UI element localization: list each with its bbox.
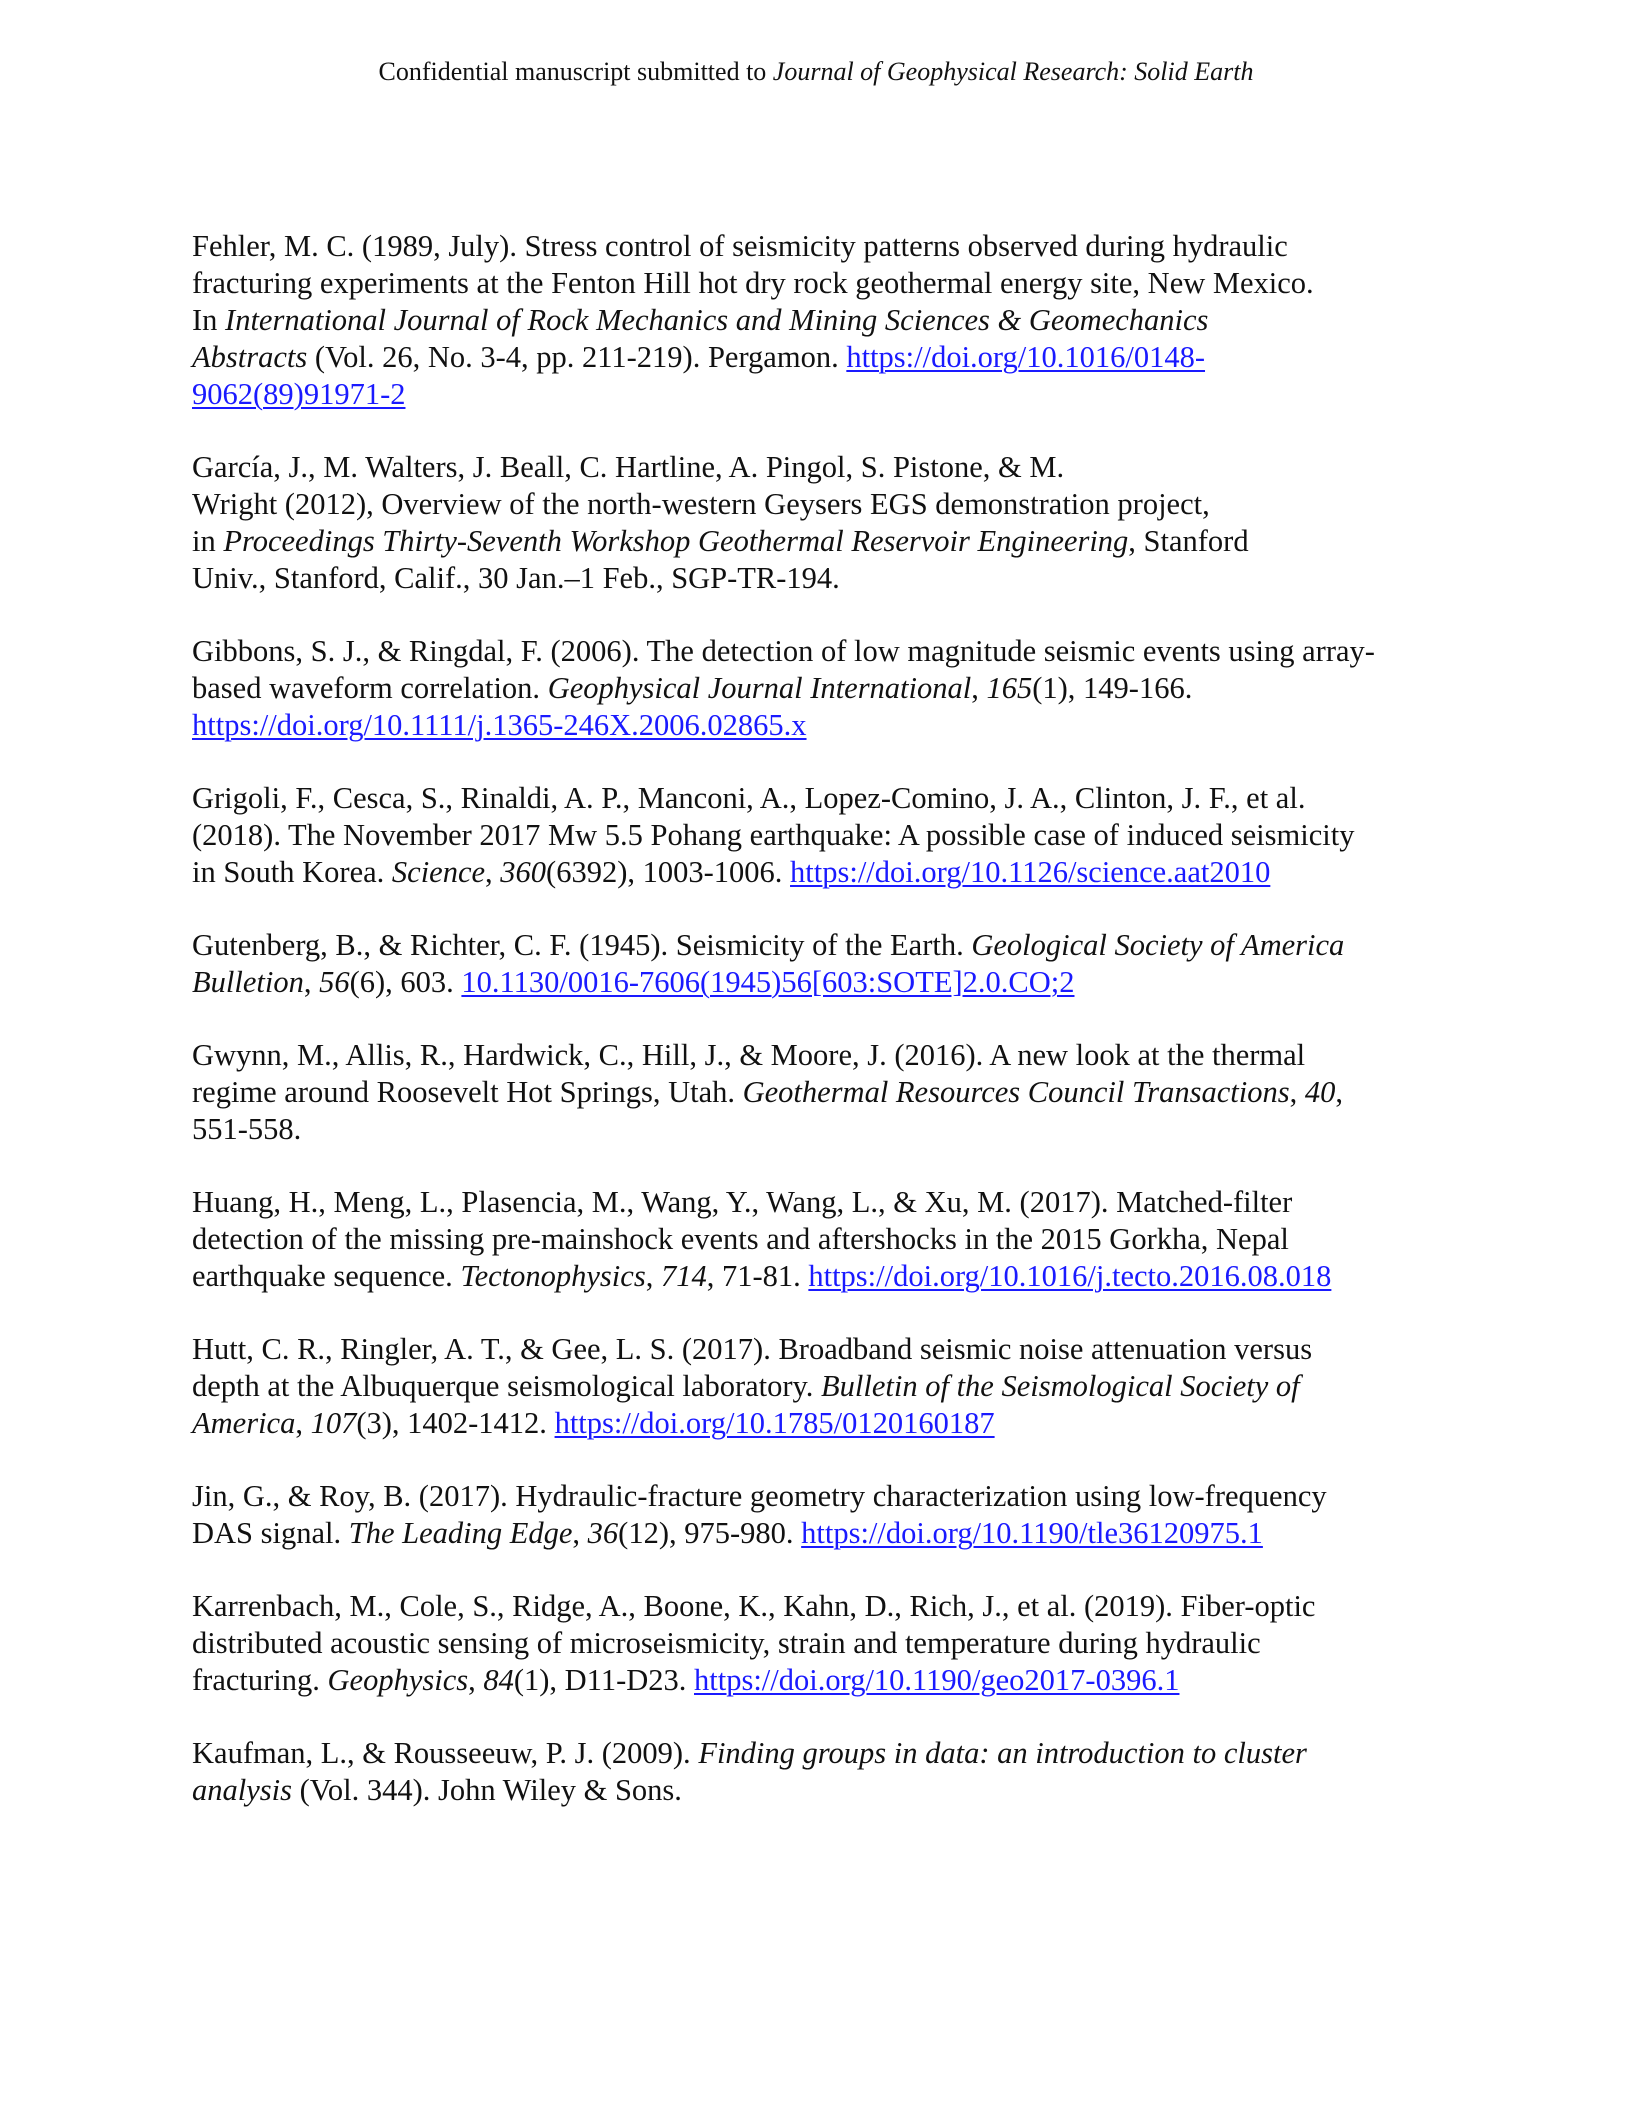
- doi-link[interactable]: https://doi.org/10.1126/science.aat2010: [790, 855, 1271, 889]
- reference-text: Kaufman, L., & Rousseeuw, P. J. (2009).: [192, 1736, 699, 1770]
- reference-entry: [192, 1037, 1452, 1148]
- reference-line: [192, 1662, 1452, 1699]
- reference-italic-text: Proceedings Thirty-Seventh Workshop Geothermal Reservoir Engineering: [223, 524, 1129, 558]
- reference-text: Hutt, C. R., Ringler, A. T., & Gee, L. S. (2017). Broadband seismic noise attenuation versus: [192, 1332, 1313, 1366]
- reference-text: ,: [1335, 1075, 1343, 1109]
- reference-text: ,: [645, 1259, 661, 1293]
- reference-text: Univ., Stanford, Calif., 30 Jan.–1 Feb., SGP-TR-194.: [192, 561, 840, 595]
- doi-link[interactable]: 10.1130/0016-7606(1945)56[603:SOTE]2.0.CO;2: [461, 965, 1075, 999]
- reference-list: [192, 228, 1452, 1845]
- reference-text: (Vol. 26, No. 3-4, pp. 211-219). Pergamon.: [307, 340, 847, 374]
- reference-text: , Stanford: [1128, 524, 1249, 558]
- reference-text: ,: [303, 965, 320, 999]
- reference-text: regime around Roosevelt Hot Springs, Utah.: [192, 1075, 743, 1109]
- reference-italic-text: 165: [986, 671, 1033, 705]
- reference-text: (12), 975-980.: [618, 1516, 802, 1550]
- reference-text: earthquake sequence.: [192, 1259, 461, 1293]
- reference-text: ,: [468, 1663, 484, 1697]
- reference-line: [192, 449, 1452, 486]
- reference-line: [192, 1111, 1452, 1148]
- reference-italic-text: 84: [483, 1663, 514, 1697]
- reference-line: [192, 633, 1452, 670]
- reference-line: [192, 927, 1452, 964]
- reference-text: Gutenberg, B., & Richter, C. F. (1945). Seismicity of the Earth.: [192, 928, 972, 962]
- reference-line: [192, 1258, 1452, 1295]
- reference-text: Huang, H., Meng, L., Plasencia, M., Wang, Y., Wang, L., & Xu, M. (2017). Matched-filter: [192, 1185, 1293, 1219]
- reference-entry: [192, 228, 1452, 413]
- doi-link[interactable]: https://doi.org/10.1190/tle36120975.1: [801, 1516, 1263, 1550]
- reference-line: [192, 1074, 1452, 1111]
- reference-text: Gwynn, M., Allis, R., Hardwick, C., Hill, J., & Moore, J. (2016). A new look at the thermal: [192, 1038, 1306, 1072]
- reference-italic-text: International Journal of Rock Mechanics and Mining Sciences & Geomechanics: [225, 303, 1209, 337]
- reference-text: DAS signal.: [192, 1516, 349, 1550]
- reference-text: in South Korea.: [192, 855, 392, 889]
- reference-text: in: [192, 524, 224, 558]
- reference-line: [192, 1588, 1452, 1625]
- reference-line: [192, 1405, 1452, 1442]
- reference-entry: [192, 449, 1452, 597]
- reference-italic-text: Science: [391, 855, 486, 889]
- reference-italic-text: Bulletion: [192, 965, 304, 999]
- reference-italic-text: 107: [310, 1406, 357, 1440]
- reference-entry: [192, 1184, 1452, 1295]
- doi-link[interactable]: https://doi.org/10.1111/j.1365-246X.2006.02865.x: [192, 708, 807, 742]
- reference-italic-text: 40: [1304, 1075, 1336, 1109]
- reference-text: depth at the Albuquerque seismological laboratory.: [192, 1369, 822, 1403]
- reference-italic-text: Geological Society of America: [971, 928, 1345, 962]
- running-header: [0, 56, 1632, 88]
- reference-text: (Vol. 344). John Wiley & Sons.: [291, 1773, 682, 1807]
- header-prefix: Confidential manuscript submitted to: [378, 57, 773, 86]
- reference-line: [192, 817, 1452, 854]
- reference-text: distributed acoustic sensing of microseismicity, strain and temperature during hydraulic: [192, 1626, 1261, 1660]
- reference-text: , 71-81.: [706, 1259, 809, 1293]
- reference-line: [192, 670, 1452, 707]
- reference-line: [192, 265, 1452, 302]
- reference-line: [192, 1037, 1452, 1074]
- reference-text: based waveform correlation.: [192, 671, 548, 705]
- reference-text: (1), D11-D23.: [513, 1663, 694, 1697]
- reference-entry: [192, 633, 1452, 744]
- reference-text: (1), 149-166.: [1032, 671, 1193, 705]
- reference-text: Jin, G., & Roy, B. (2017). Hydraulic-fracture geometry characterization using low-frequency: [192, 1479, 1327, 1513]
- reference-line: [192, 707, 1452, 744]
- reference-entry: [192, 780, 1452, 891]
- doi-link[interactable]: 9062(89)91971-2: [192, 377, 406, 411]
- reference-line: [192, 1368, 1452, 1405]
- reference-italic-text: The Leading Edge: [348, 1516, 573, 1550]
- reference-line: [192, 302, 1452, 339]
- reference-line: [192, 376, 1452, 413]
- reference-line: [192, 486, 1452, 523]
- reference-entry: [192, 1478, 1452, 1552]
- reference-italic-text: Abstracts: [192, 340, 308, 374]
- reference-line: [192, 1331, 1452, 1368]
- reference-text: Wright (2012), Overview of the north-western Geysers EGS demonstration project,: [192, 487, 1210, 521]
- reference-text: detection of the missing pre-mainshock events and aftershocks in the 2015 Gorkha, Nepal: [192, 1222, 1289, 1256]
- reference-text: ,: [572, 1516, 588, 1550]
- reference-italic-text: Finding groups in data: an introduction to cluster: [698, 1736, 1307, 1770]
- reference-line: [192, 780, 1452, 817]
- reference-line: [192, 228, 1452, 265]
- reference-italic-text: 360: [500, 855, 547, 889]
- reference-text: ,: [1289, 1075, 1305, 1109]
- reference-line: [192, 560, 1452, 597]
- reference-text: (3), 1402-1412.: [356, 1406, 555, 1440]
- doi-link[interactable]: https://doi.org/10.1785/0120160187: [554, 1406, 995, 1440]
- reference-text: (6392), 1003-1006.: [546, 855, 791, 889]
- reference-italic-text: 36: [587, 1516, 619, 1550]
- reference-text: ,: [295, 1406, 311, 1440]
- reference-italic-text: 714: [660, 1259, 707, 1293]
- reference-italic-text: America: [192, 1406, 296, 1440]
- doi-link[interactable]: https://doi.org/10.1190/geo2017-0396.1: [694, 1663, 1180, 1697]
- reference-text: (6), 603.: [349, 965, 462, 999]
- reference-line: [192, 1515, 1452, 1552]
- reference-entry: [192, 1331, 1452, 1442]
- reference-text: fracturing experiments at the Fenton Hill hot dry rock geothermal energy site, New Mexico.: [192, 266, 1314, 300]
- reference-line: [192, 854, 1452, 891]
- reference-text: Grigoli, F., Cesca, S., Rinaldi, A. P., Manconi, A., Lopez-Comino, J. A., Clinton, J. F., et al.: [192, 781, 1306, 815]
- reference-line: [192, 1184, 1452, 1221]
- reference-line: [192, 1735, 1452, 1772]
- reference-italic-text: 56: [319, 965, 350, 999]
- reference-line: [192, 1625, 1452, 1662]
- reference-text: 551-558.: [192, 1112, 302, 1146]
- reference-line: [192, 1478, 1452, 1515]
- reference-italic-text: Geophysics: [327, 1663, 469, 1697]
- reference-text: ,: [971, 671, 987, 705]
- reference-text: In: [192, 303, 226, 337]
- reference-italic-text: Tectonophysics: [460, 1259, 646, 1293]
- reference-line: [192, 964, 1452, 1001]
- doi-link[interactable]: https://doi.org/10.1016/0148-: [846, 340, 1206, 374]
- reference-entry: [192, 1735, 1452, 1809]
- reference-italic-text: Geophysical Journal International: [547, 671, 972, 705]
- reference-text: García, J., M. Walters, J. Beall, C. Hartline, A. Pingol, S. Pistone, & M.: [192, 450, 1065, 484]
- reference-line: [192, 1221, 1452, 1258]
- header-journal-title: Journal of Geophysical Research: Solid Earth: [772, 57, 1254, 86]
- reference-text: Karrenbach, M., Cole, S., Ridge, A., Boone, K., Kahn, D., Rich, J., et al. (2019). Fiber-optic: [192, 1589, 1316, 1623]
- reference-entry: [192, 927, 1452, 1001]
- reference-text: (2018). The November 2017 Mw 5.5 Pohang earthquake: A possible case of induced seismicity: [192, 818, 1355, 852]
- reference-text: ,: [485, 855, 501, 889]
- reference-line: [192, 339, 1452, 376]
- reference-text: Fehler, M. C. (1989, July). Stress control of seismicity patterns observed during hydraulic: [192, 229, 1288, 263]
- reference-text: fracturing.: [192, 1663, 328, 1697]
- reference-line: [192, 523, 1452, 560]
- reference-italic-text: Bulletin of the Seismological Society of: [821, 1369, 1300, 1403]
- reference-text: Gibbons, S. J., & Ringdal, F. (2006). The detection of low magnitude seismic events using array-: [192, 634, 1375, 668]
- doi-link[interactable]: https://doi.org/10.1016/j.tecto.2016.08.018: [808, 1259, 1332, 1293]
- reference-italic-text: analysis: [192, 1773, 292, 1807]
- reference-line: [192, 1772, 1452, 1809]
- reference-entry: [192, 1588, 1452, 1699]
- reference-italic-text: Geothermal Resources Council Transactions: [742, 1075, 1290, 1109]
